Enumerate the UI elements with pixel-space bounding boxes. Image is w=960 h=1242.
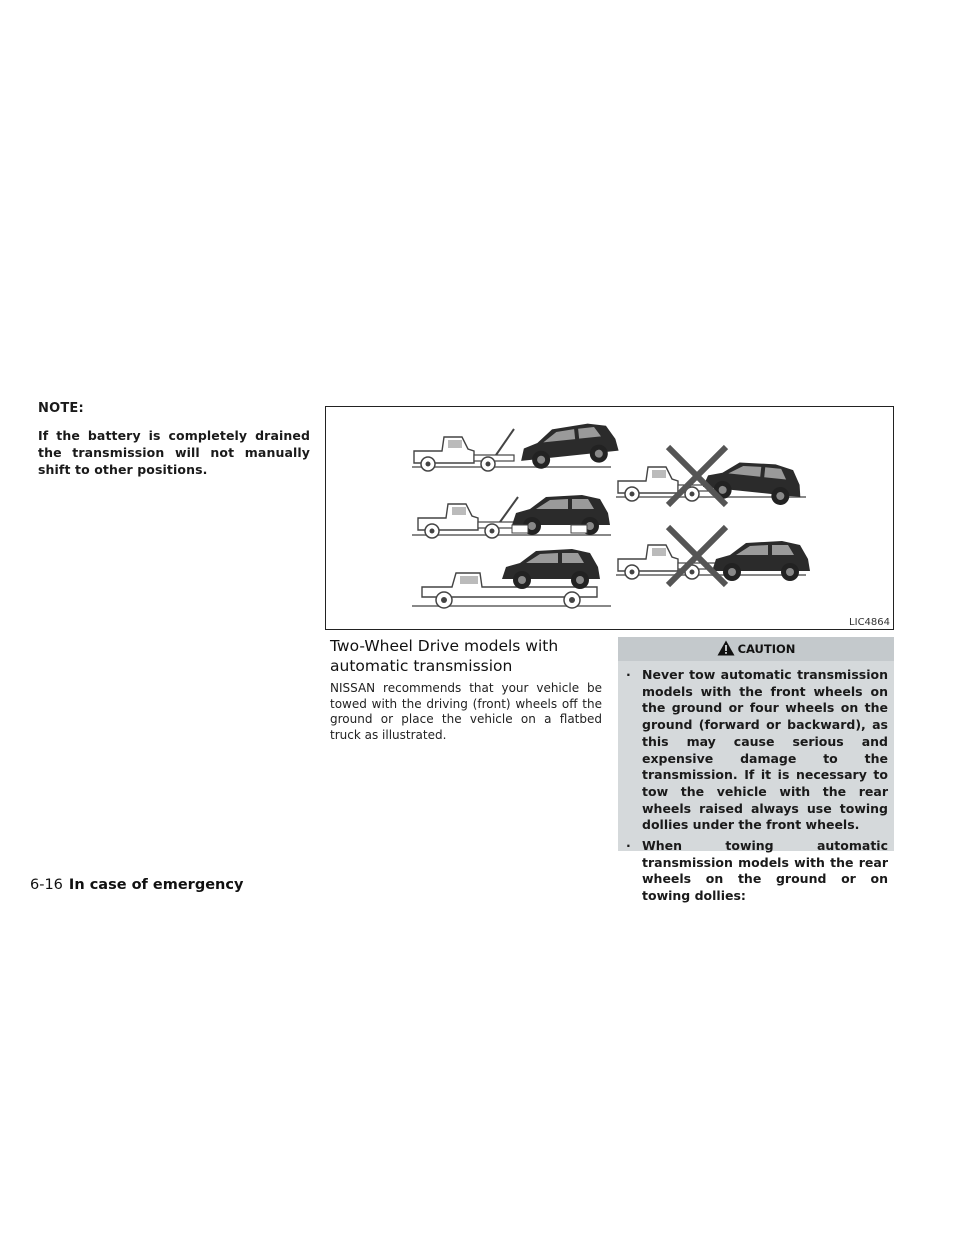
note-body: If the battery is completely drained the transmission will not manually shift to other positions. <box>38 428 310 477</box>
footer-section-name: In case of emergency <box>68 877 244 893</box>
warning-icon <box>717 640 735 659</box>
note-heading: NOTE: <box>38 401 84 416</box>
figure-label: LIC4864 <box>849 617 890 628</box>
caution-item-text: When towing automatic transmission models with the rear wheels on the ground or on towing dollies: <box>642 838 888 904</box>
prohibited-tow-rear-lift-icon <box>616 447 806 507</box>
list-item <box>626 667 888 834</box>
caution-item-text: Never tow automatic transmission models with the front wheels on the ground or four wheels on the ground (forward or backward), as this may cause serious and expensive damage to the transmission. If it is necessary to tow the vehicle with the rear wheels raised always use towing dollies under the front wheels. <box>642 667 888 833</box>
section-body: NISSAN recommends that your vehicle be towed with the driving (front) wheels off the ground or place the vehicle on a flatbed truck as illustrated. <box>330 681 602 742</box>
page-footer <box>30 877 243 893</box>
tow-truck-wheel-lift-dollies-icon <box>412 495 611 538</box>
bullet: · <box>626 838 631 854</box>
towing-illustration <box>325 406 894 630</box>
caution-title: CAUTION <box>737 642 796 656</box>
section-heading: Two-Wheel Drive models with automatic transmission <box>330 637 559 675</box>
bullet: · <box>626 667 631 682</box>
prohibited-tow-wheels-on-ground-icon <box>616 527 810 585</box>
caution-list <box>618 661 894 905</box>
list-item <box>626 838 888 905</box>
caution-box <box>618 637 894 904</box>
tow-truck-wheel-lift-front-icon <box>412 421 620 471</box>
flatbed-truck-icon <box>412 549 611 608</box>
caution-header <box>618 637 894 661</box>
page-number: 6-16 <box>30 877 63 893</box>
